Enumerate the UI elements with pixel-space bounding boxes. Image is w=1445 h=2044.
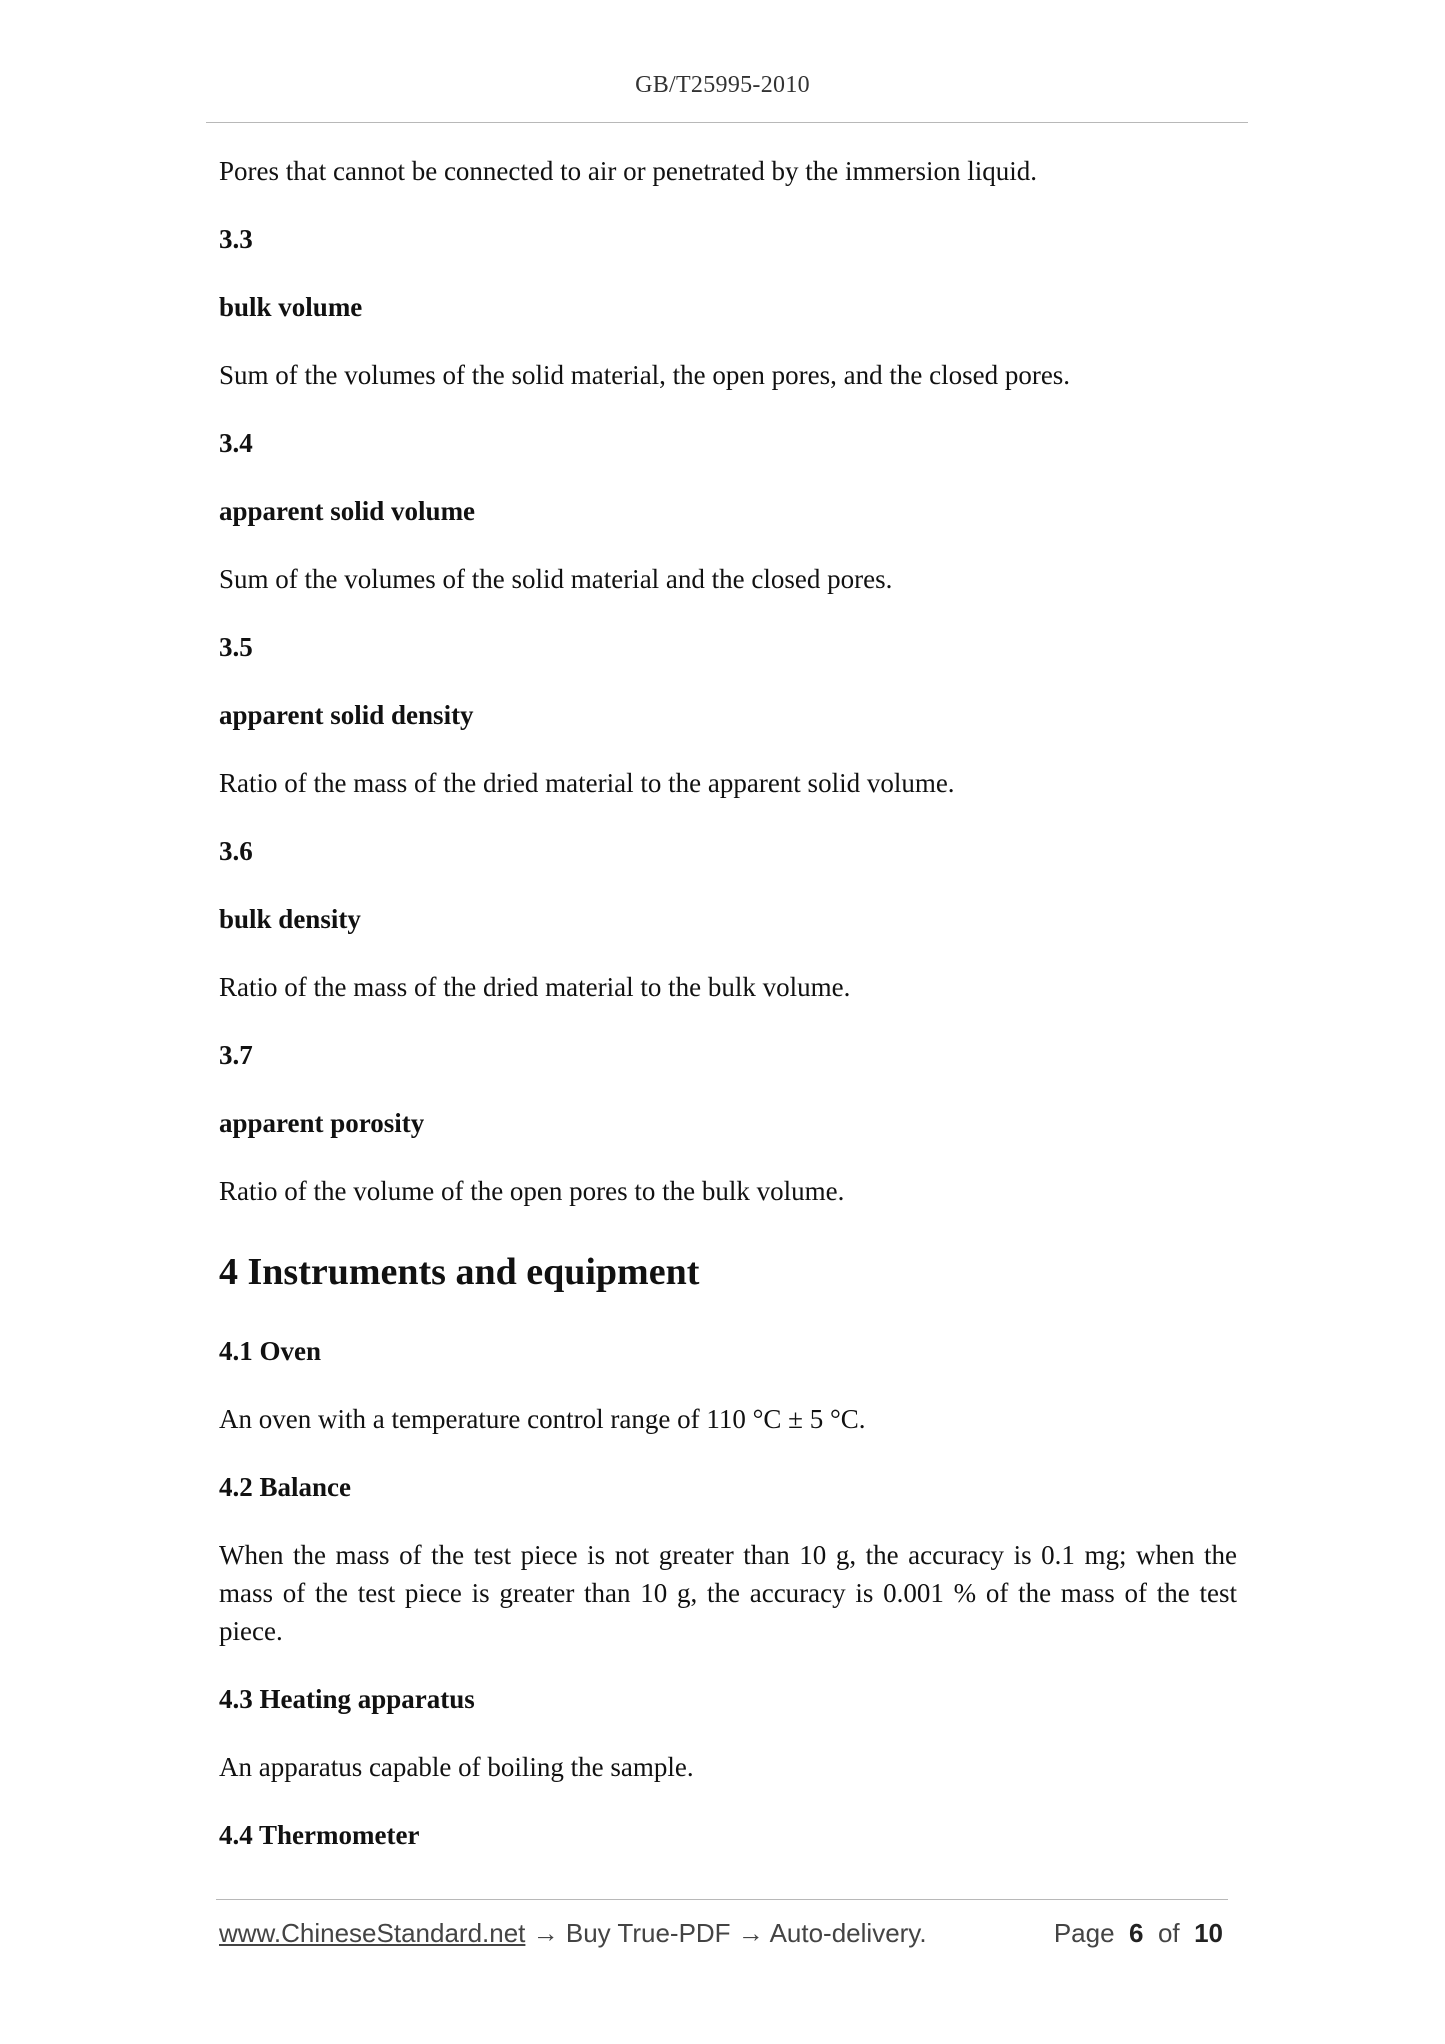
document-code-header: GB/T25995-2010 — [635, 72, 810, 98]
term-entry-3-6 — [219, 832, 1237, 1006]
subsection-text: An oven with a temperature control range of 110 °C ± 5 °C. — [219, 1404, 866, 1434]
term-name: apparent solid volume — [219, 496, 476, 526]
subsection-text: An apparatus capable of boiling the sample. — [219, 1752, 694, 1782]
footer-divider — [216, 1899, 1228, 1900]
subsection-heating-apparatus — [219, 1680, 1237, 1786]
page-indicator — [1054, 1918, 1223, 1949]
subsection-heading: 4.3 Heating apparatus — [219, 1684, 475, 1714]
term-name: apparent porosity — [219, 1108, 425, 1138]
subsection-oven — [219, 1332, 1237, 1438]
total-page-number: 10 — [1194, 1918, 1223, 1948]
term-name: bulk volume — [219, 292, 363, 322]
section-heading-instruments: 4 Instruments and equipment — [219, 1251, 700, 1293]
subsection-heading: 4.1 Oven — [219, 1336, 322, 1366]
page-label: Page — [1053, 1918, 1115, 1948]
term-number: 3.7 — [219, 1040, 253, 1070]
closed-pores-definition: Pores that cannot be connected to air or penetrated by the immersion liquid. — [219, 156, 1038, 186]
subsection-heading: 4.4 Thermometer — [219, 1820, 420, 1850]
term-definition: Ratio of the mass of the dried material to the bulk volume. — [219, 972, 851, 1002]
term-number: 3.5 — [219, 632, 253, 662]
footer-promo — [219, 1918, 927, 1949]
term-entry-3-4 — [219, 424, 1237, 598]
footer-promo-text: → Buy True-PDF → Auto-delivery. — [525, 1918, 927, 1948]
current-page-number: 6 — [1129, 1918, 1144, 1948]
term-name: bulk density — [219, 904, 361, 934]
subsection-heading: 4.2 Balance — [219, 1472, 351, 1502]
website-link[interactable]: www.ChineseStandard.net — [219, 1918, 526, 1948]
term-definition: Ratio of the mass of the dried material to the apparent solid volume. — [219, 768, 955, 798]
term-definition: Ratio of the volume of the open pores to the bulk volume. — [219, 1176, 845, 1206]
term-number: 3.3 — [219, 224, 253, 254]
term-number: 3.4 — [219, 428, 253, 458]
term-entry-3-5 — [219, 628, 1237, 802]
term-name: apparent solid density — [219, 700, 474, 730]
subsection-thermometer — [219, 1816, 1237, 1854]
term-number: 3.6 — [219, 836, 253, 866]
term-entry-3-3 — [219, 220, 1237, 394]
page-of-label: of — [1157, 1918, 1180, 1948]
term-definition: Sum of the volumes of the solid material, the open pores, and the closed pores. — [219, 360, 1071, 390]
subsection-balance — [219, 1468, 1237, 1650]
term-definition: Sum of the volumes of the solid material and the closed pores. — [219, 564, 893, 594]
subsection-text: When the mass of the test piece is not greater than 10 g, the accuracy is 0.1 mg; when the mass of the test piece is greater than 10 g, the accuracy is 0.001 % of the mass of the test piece. — [219, 1540, 1237, 1646]
header-divider — [206, 122, 1248, 123]
document-body — [219, 152, 1237, 1884]
page-footer — [219, 1918, 1223, 1954]
term-entry-3-7 — [219, 1036, 1237, 1210]
